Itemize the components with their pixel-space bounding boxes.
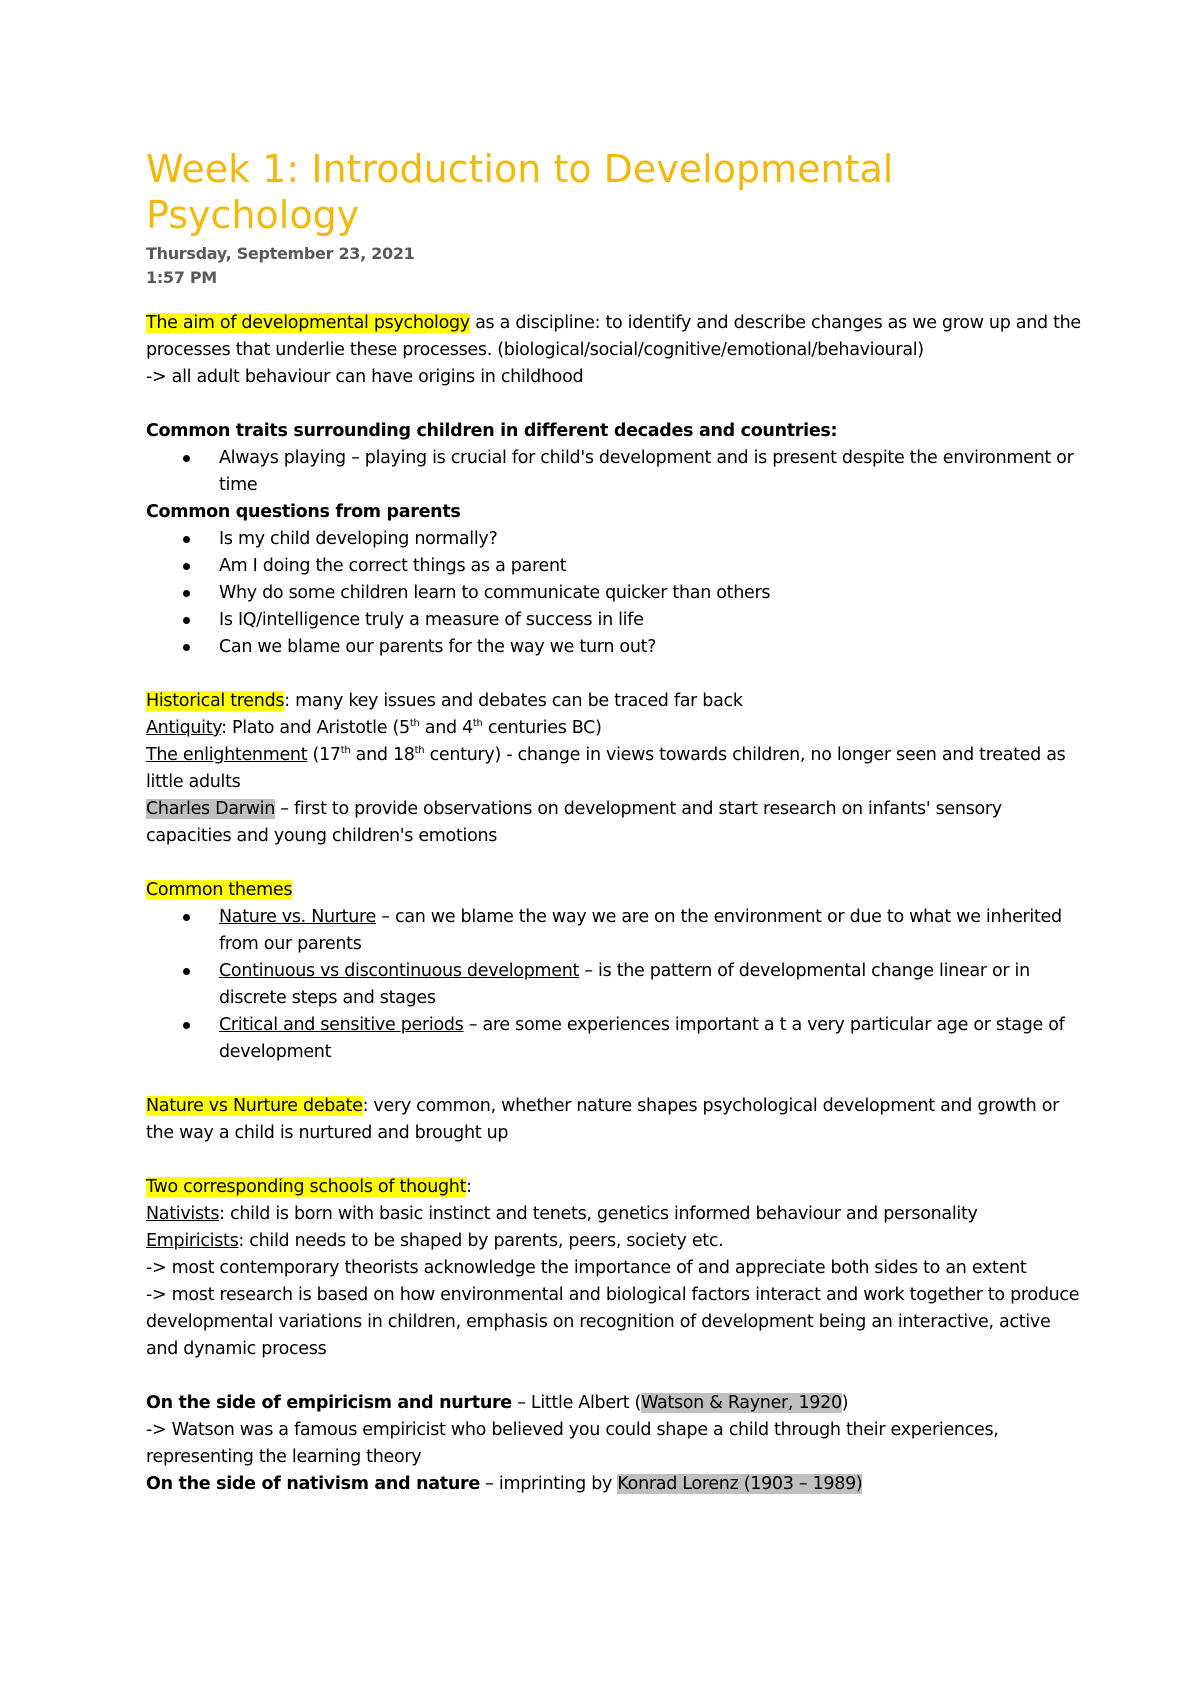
nativism-line: On the side of nativism and nature – imprinting by Konrad Lorenz (1903 – 1989) bbox=[146, 1474, 863, 1494]
schools-note-1: -> most contemporary theorists acknowledge the importance of and appreciate both sides to an extent bbox=[146, 1258, 1027, 1278]
list-item: Why do some children learn to communicate quicker than others bbox=[146, 580, 1086, 607]
document-body bbox=[146, 146, 1086, 1498]
bullet-icon bbox=[183, 968, 190, 975]
antiquity-line: Antiquity: Plato and Aristotle (5th and 4th centuries BC) bbox=[146, 718, 602, 738]
list-item: Always playing – playing is crucial for child's development and is present despite the environment or time bbox=[146, 445, 1086, 499]
darwin-highlight: Charles Darwin bbox=[146, 799, 275, 819]
empiricists-line: Empiricists: child needs to be shaped by parents, peers, society etc. bbox=[146, 1231, 724, 1251]
empiricism-line: On the side of empiricism and nurture – Little Albert (Watson & Rayner, 1920) bbox=[146, 1393, 849, 1413]
aim-paragraph: The aim of developmental psychology as a discipline: to identify and describe changes as we grow up and the processes that underlie these processes. (biological/social/cognitive/emotional/behavioural) bbox=[146, 313, 1081, 360]
enlightenment-line: The enlightenment (17th and 18th century) - change in views towards children, no longer seen and treated as little adults bbox=[146, 745, 1066, 792]
empiricism-note: -> Watson was a famous empiricist who believed you could shape a child through their experiences, representing the learning theory bbox=[146, 1420, 999, 1467]
bullet-icon bbox=[183, 1022, 190, 1029]
aim-note: -> all adult behaviour can have origins in childhood bbox=[146, 367, 584, 387]
debate-highlight: Nature vs Nurture debate bbox=[146, 1096, 363, 1116]
themes-heading: Common themes bbox=[146, 880, 293, 900]
list-item: Is my child developing normally? bbox=[146, 526, 1086, 553]
list-item: Can we blame our parents for the way we turn out? bbox=[146, 634, 1086, 661]
bullet-icon bbox=[183, 644, 190, 651]
bullet-icon bbox=[183, 914, 190, 921]
schools-note-2: -> most research is based on how environmental and biological factors interact and work together to produce developmental variations in children, emphasis on recognition of development being an interactive, active and dynamic process bbox=[146, 1285, 1080, 1359]
nativists-line: Nativists: child is born with basic instinct and tenets, genetics informed behaviour and personality bbox=[146, 1204, 978, 1224]
note-time: 1:57 PM bbox=[146, 268, 217, 287]
citation-highlight: Konrad Lorenz (1903 – 1989) bbox=[617, 1474, 863, 1494]
schools-heading: Two corresponding schools of thought: bbox=[146, 1177, 472, 1197]
list-item: Continuous vs discontinuous development – is the pattern of developmental change linear or in discrete steps and stages bbox=[146, 958, 1086, 1012]
historical-paragraph: Historical trends: many key issues and debates can be traced far back bbox=[146, 691, 743, 711]
list-item: Is IQ/intelligence truly a measure of success in life bbox=[146, 607, 1086, 634]
list-item: Nature vs. Nurture – can we blame the way we are on the environment or due to what we inherited from our parents bbox=[146, 904, 1086, 958]
list-item: Critical and sensitive periods – are some experiences important a t a very particular age or stage of development bbox=[146, 1012, 1086, 1066]
bullet-icon bbox=[183, 455, 190, 462]
darwin-line: Charles Darwin – first to provide observations on development and start research on infants' sensory capacities and young children's emotions bbox=[146, 799, 1002, 846]
debate-paragraph: Nature vs Nurture debate: very common, whether nature shapes psychological development and growth or the way a child is nurtured and brought up bbox=[146, 1096, 1060, 1143]
bullet-icon bbox=[183, 590, 190, 597]
note-date: Thursday, September 23, 2021 bbox=[146, 244, 415, 263]
aim-highlight: The aim of developmental psychology bbox=[146, 313, 470, 333]
questions-heading: Common questions from parents bbox=[146, 502, 461, 522]
bullet-icon bbox=[183, 536, 190, 543]
bullet-icon bbox=[183, 617, 190, 624]
traits-heading: Common traits surrounding children in different decades and countries: bbox=[146, 421, 838, 441]
traits-list bbox=[146, 445, 1086, 499]
list-item: Am I doing the correct things as a parent bbox=[146, 553, 1086, 580]
historical-highlight: Historical trends bbox=[146, 691, 285, 711]
questions-list bbox=[146, 526, 1086, 661]
themes-list bbox=[146, 904, 1086, 1066]
citation-highlight: Watson & Rayner, 1920 bbox=[641, 1393, 842, 1413]
page-title: Week 1: Introduction to Developmental Psychology bbox=[146, 147, 894, 237]
bullet-icon bbox=[183, 563, 190, 570]
